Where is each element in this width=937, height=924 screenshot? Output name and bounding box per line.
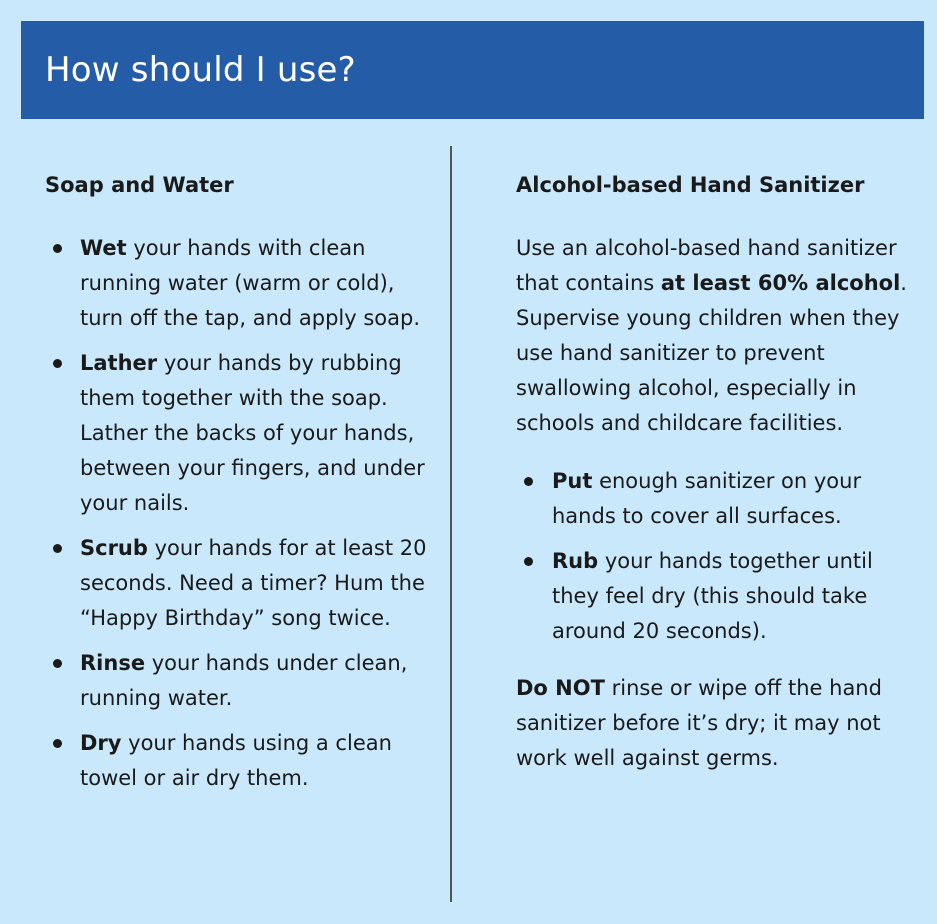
step-lead: Rinse (80, 651, 146, 675)
bullet-icon (53, 544, 62, 553)
list-item (45, 726, 430, 796)
list-item (516, 464, 916, 534)
warning-emphasis: Do NOT (516, 676, 605, 700)
soap-and-water-column (45, 168, 430, 806)
step-lead: Dry (80, 731, 122, 755)
list-item (45, 531, 430, 636)
column-divider (450, 146, 452, 902)
step-text: your hands together until they feel dry (this should take around 20 seconds). (552, 549, 873, 643)
intro-text-after: . Supervise young children when they use hand sanitizer to prevent swallowing alcohol, especially in schools and childcare facilities. (516, 271, 907, 435)
soap-steps-list (45, 231, 430, 796)
intro-emphasis: at least 60% alcohol (660, 271, 901, 295)
step-text: your hands by rubbing them together with the soap. Lather the backs of your hands, between your fingers, and under your nails. (80, 351, 425, 515)
bullet-icon (53, 244, 62, 253)
step-lead: Put (552, 469, 593, 493)
step-lead: Rub (552, 549, 599, 573)
step-text: your hands under clean, running water. (80, 651, 408, 710)
step-text: your hands for at least 20 seconds. Need a timer? Hum the “Happy Birthday” song twice. (80, 536, 427, 630)
page-title: How should I use? (45, 50, 356, 90)
sanitizer-intro (516, 231, 916, 441)
bullet-icon (53, 659, 62, 668)
sanitizer-warning (516, 671, 916, 776)
bullet-icon (53, 739, 62, 748)
list-item (516, 544, 916, 649)
warning-text: rinse or wipe off the hand sanitizer before it’s dry; it may not work well against germs. (516, 676, 882, 770)
title-banner (21, 21, 924, 119)
bullet-icon (524, 557, 533, 566)
step-lead: Lather (80, 351, 158, 375)
step-lead: Wet (80, 236, 127, 260)
list-item (45, 346, 430, 521)
intro-text-before: Use an alcohol-based hand sanitizer that contains (516, 236, 897, 295)
bullet-icon (524, 477, 533, 486)
step-text: your hands using a clean towel or air dry them. (80, 731, 392, 790)
soap-and-water-heading: Soap and Water (45, 173, 234, 197)
hand-sanitizer-column (516, 168, 916, 776)
sanitizer-steps-list (516, 464, 916, 649)
step-text: your hands with clean running water (warm or cold), turn off the tap, and apply soap. (80, 236, 421, 330)
step-lead: Scrub (80, 536, 148, 560)
hand-sanitizer-heading: Alcohol-based Hand Sanitizer (516, 173, 865, 197)
bullet-icon (53, 359, 62, 368)
list-item (45, 231, 430, 336)
step-text: enough sanitizer on your hands to cover all surfaces. (552, 469, 862, 528)
list-item (45, 646, 430, 716)
